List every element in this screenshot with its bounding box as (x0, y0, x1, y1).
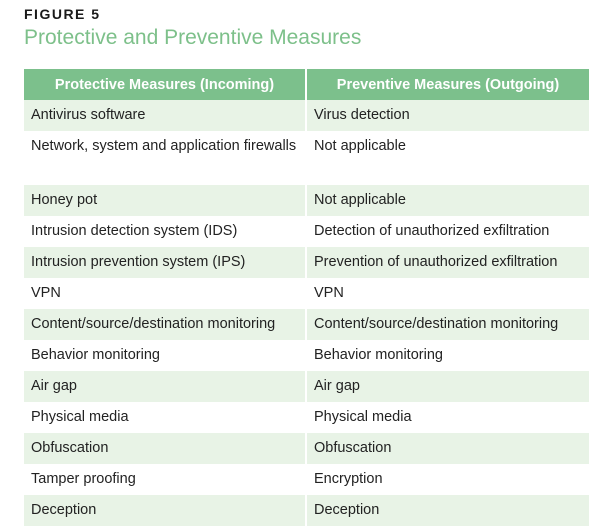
table-row (24, 340, 589, 371)
protective-cell: Antivirus software (24, 100, 306, 131)
header-protective-measures: Protective Measures (Incoming) (24, 69, 306, 100)
preventive-cell: Physical media (306, 402, 589, 433)
table-row (24, 371, 589, 402)
table-row (24, 495, 589, 526)
table-row (24, 278, 589, 309)
protective-cell: Intrusion prevention system (IPS) (24, 247, 306, 278)
table-row (24, 464, 589, 495)
protective-cell: Network, system and application firewalls (24, 131, 306, 185)
preventive-cell: Behavior monitoring (306, 340, 589, 371)
protective-cell: Air gap (24, 371, 306, 402)
preventive-cell: Encryption (306, 464, 589, 495)
measures-table (24, 69, 589, 526)
figure-label: FIGURE 5 (24, 6, 101, 22)
preventive-cell: Virus detection (306, 100, 589, 131)
preventive-cell: Detection of unauthorized exfiltration (306, 216, 589, 247)
preventive-cell: Obfuscation (306, 433, 589, 464)
protective-cell: Tamper proofing (24, 464, 306, 495)
table-row (24, 433, 589, 464)
protective-cell: Deception (24, 495, 306, 526)
table-row (24, 100, 589, 131)
preventive-cell: Air gap (306, 371, 589, 402)
table-row (24, 402, 589, 433)
table-row (24, 216, 589, 247)
preventive-cell: Deception (306, 495, 589, 526)
protective-cell: Honey pot (24, 185, 306, 216)
preventive-cell: Content/source/destination monitoring (306, 309, 589, 340)
header-preventive-measures: Preventive Measures (Outgoing) (306, 69, 589, 100)
table-header-row (24, 69, 589, 100)
table-row (24, 309, 589, 340)
preventive-cell: VPN (306, 278, 589, 309)
preventive-cell: Not applicable (306, 185, 589, 216)
table-row (24, 247, 589, 278)
protective-cell: Intrusion detection system (IDS) (24, 216, 306, 247)
table-row (24, 185, 589, 216)
preventive-cell: Not applicable (306, 131, 589, 185)
figure-title: Protective and Preventive Measures (24, 26, 362, 49)
protective-cell: Obfuscation (24, 433, 306, 464)
table-row (24, 131, 589, 185)
protective-cell: Behavior monitoring (24, 340, 306, 371)
protective-cell: VPN (24, 278, 306, 309)
protective-cell: Content/source/destination monitoring (24, 309, 306, 340)
preventive-cell: Prevention of unauthorized exfiltration (306, 247, 589, 278)
protective-cell: Physical media (24, 402, 306, 433)
